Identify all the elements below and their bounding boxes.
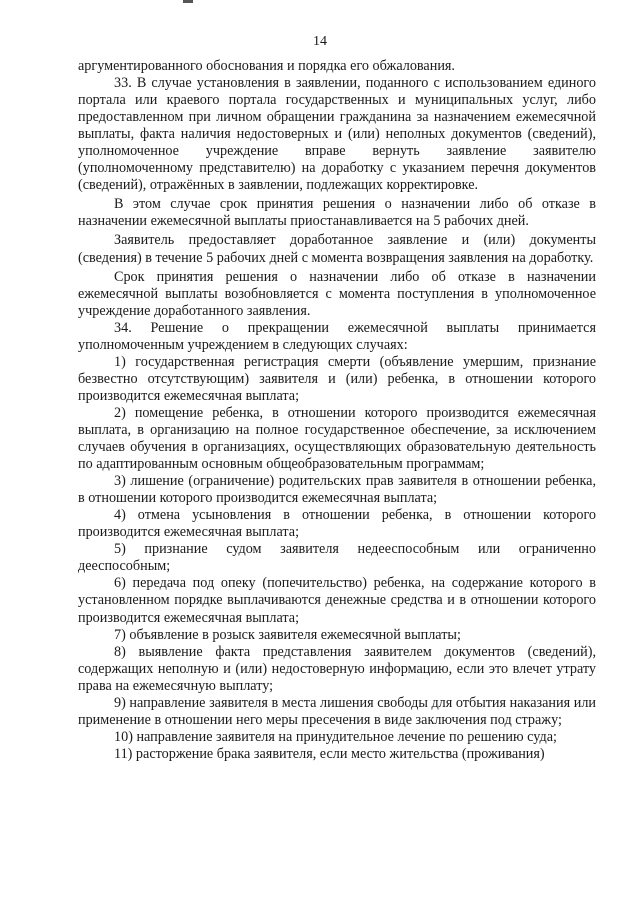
list-item-10: 10) направление заявителя на принудительное лечение по решению суда; [114,728,557,745]
paragraph-suspension: В этом случае срок принятия решения о назначении либо об отказе в назначении ежемесячной выплаты приостанавливается на 5 рабочих дней. [78,196,596,230]
paragraph-item-34: 34. Решение о прекращении ежемесячной выплаты принимается уполномоченным учреждением в следующих случаях: [78,319,596,353]
document-body [78,58,596,763]
list-item-4: 4) отмена усыновления в отношении ребенка, в отношении которого производится ежемесячная выплата; [78,507,596,541]
list-item-7: 7) объявление в розыск заявителя ежемесячной выплаты; [114,626,461,643]
list-item-5: 5) признание судом заявителя недееспособным или ограниченно дееспособным; [78,541,596,575]
list-item-2: 2) помещение ребенка, в отношении которого производится ежемесячная выплата, в организацию на полное государственное обеспечение, за исключением случаев обучения в организациях, осуществляющих образовательную деятельность по адаптированным основным общеобразовательным программам; [78,404,596,473]
page-number: 14 [313,34,327,49]
list-item-1: 1) государственная регистрация смерти (объявление умершим, признание безвестно отсутствующим) заявителя и (или) ребенка, в отношении которого производится ежемесячная выплата; [78,353,596,404]
list-item-8: 8) выявление факта представления заявителем документов (сведений), содержащих неполную и (или) недостоверную информацию, если это влечет утрату права на ежемесячную выплату; [78,643,596,694]
list-item-6: 6) передача под опеку (попечительство) ребенка, на содержание которого в установленном порядке выплачиваются денежные средства и в отношении которого производится ежемесячная выплата; [78,575,596,626]
top-edge-mark [183,0,193,3]
list-item-11: 11) расторжение брака заявителя, если место жительства (проживания) [114,745,545,762]
paragraph-resubmission: Заявитель предоставляет доработанное заявление и (или) документы (сведения) в течение 5 рабочих дней с момента возвращения заявления на доработку. [78,232,596,266]
paragraph-item-33: 33. В случае установления в заявлении, поданного с использованием единого портала или краевого портала государственных и муниципальных услуг, либо предоставленном при личном обращении гражданина за назначением ежемесячной выплаты, факта наличия недостоверных и (или) неполных документов (сведений), уполномоченное учреждение вправе вернуть заявление заявителю (уполномоченному представителю) на доработку с указанием перечня документов (сведений), отражённых в заявлении, подлежащих корректировке. [78,75,596,194]
list-item-9: 9) направление заявителя в места лишения свободы для отбытия наказания или применение в отношении него меры пресечения в виде заключения под стражу; [78,694,596,728]
list-item-3: 3) лишение (ограничение) родительских прав заявителя в отношении ребенка, в отношении которого производится ежемесячная выплата; [78,473,596,507]
paragraph-continuation: аргументированного обоснования и порядка его обжалования. [78,58,455,74]
paragraph-resumption: Срок принятия решения о назначении либо об отказе в назначении ежемесячной выплаты возобновляется с момента поступления в уполномоченное учреждение доработанного заявления. [78,268,596,319]
